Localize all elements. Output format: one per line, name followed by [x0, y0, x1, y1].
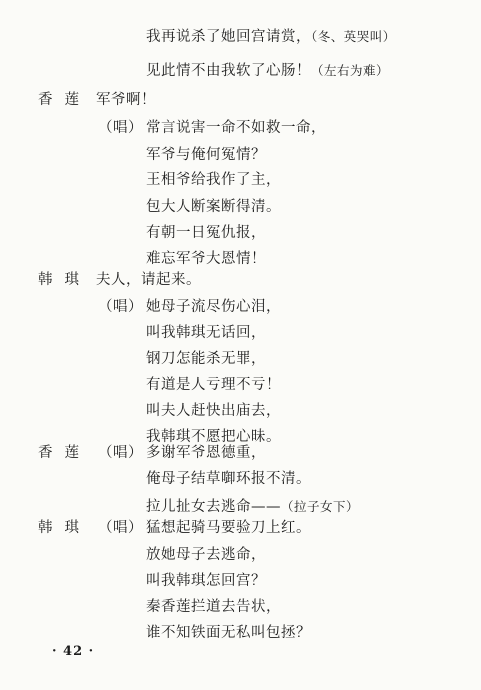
script-line — [146, 497, 359, 517]
stage-direction: （拉子女下） — [281, 499, 360, 514]
line-text: 放她母子去逃命， — [146, 547, 266, 563]
script-line — [146, 571, 266, 591]
line-text: 我再说杀了她回宫请赏， — [146, 29, 311, 45]
script-line — [146, 597, 281, 617]
line-text: 王相爷给我作了主， — [146, 172, 281, 188]
script-line — [146, 197, 281, 217]
line-text: 叫夫人赶快出庙去， — [146, 403, 281, 419]
line-text: 我韩琪不愿把心昧。 — [146, 429, 281, 445]
script-line — [146, 443, 266, 463]
script-line — [146, 623, 311, 643]
sing-cue: （唱） — [98, 445, 143, 461]
speaker-name: 韩琪 — [38, 520, 91, 536]
line-text: 拉儿扯女去逃命—— — [146, 499, 281, 515]
line-text: 有道是人亏理不亏！ — [146, 377, 281, 393]
line-text: 钢刀怎能杀无罪， — [146, 351, 266, 367]
line-text: 夫人，请起来。 — [96, 272, 201, 288]
line-text: 谁不知铁面无私叫包拯？ — [146, 625, 311, 641]
script-line — [96, 90, 156, 110]
script-line — [146, 249, 266, 269]
sing-cue: （唱） — [98, 299, 143, 315]
script-line — [146, 469, 311, 489]
line-text: 俺母子结草啣环报不清。 — [146, 471, 311, 487]
script-line — [146, 223, 266, 243]
script-line — [146, 545, 266, 565]
script-line — [146, 297, 281, 317]
page-number: · 42 · — [52, 644, 95, 659]
script-line — [146, 27, 396, 47]
line-text: 军爷啊！ — [96, 92, 156, 108]
script-line — [146, 401, 281, 421]
line-text: 常言说害一命不如救一命， — [146, 120, 326, 136]
line-text: 有朝一日冤仇报， — [146, 225, 266, 241]
script-line — [146, 349, 266, 369]
script-line — [146, 118, 326, 138]
line-text: 多谢军爷恩德重， — [146, 445, 266, 461]
line-text: 叫我韩琪怎回宫？ — [146, 573, 266, 589]
line-text: 叫我韩琪无话回， — [146, 325, 266, 341]
speaker-name: 香莲 — [38, 92, 91, 108]
speaker-name: 香莲 — [38, 445, 91, 461]
line-text: 见此情不由我软了心肠！ — [146, 63, 311, 79]
stage-direction: （左右为难） — [311, 63, 390, 78]
line-text: 包大人断案断得清。 — [146, 199, 281, 215]
script-line — [146, 518, 311, 538]
script-line — [96, 270, 201, 290]
stage-direction: （冬、英哭叫） — [311, 29, 396, 44]
script-line — [146, 145, 266, 165]
script-line — [146, 170, 281, 190]
script-line — [146, 375, 281, 395]
line-text: 她母子流尽伤心泪， — [146, 299, 281, 315]
line-text: 秦香莲拦道去告状， — [146, 599, 281, 615]
speaker-name: 韩琪 — [38, 272, 91, 288]
script-line — [146, 323, 266, 343]
line-text: 猛想起骑马要验刀上红。 — [146, 520, 311, 536]
sing-cue: （唱） — [98, 120, 143, 136]
sing-cue: （唱） — [98, 520, 143, 536]
script-line — [146, 61, 389, 81]
line-text: 军爷与俺何冤情？ — [146, 147, 266, 163]
line-text: 难忘军爷大恩情！ — [146, 251, 266, 267]
